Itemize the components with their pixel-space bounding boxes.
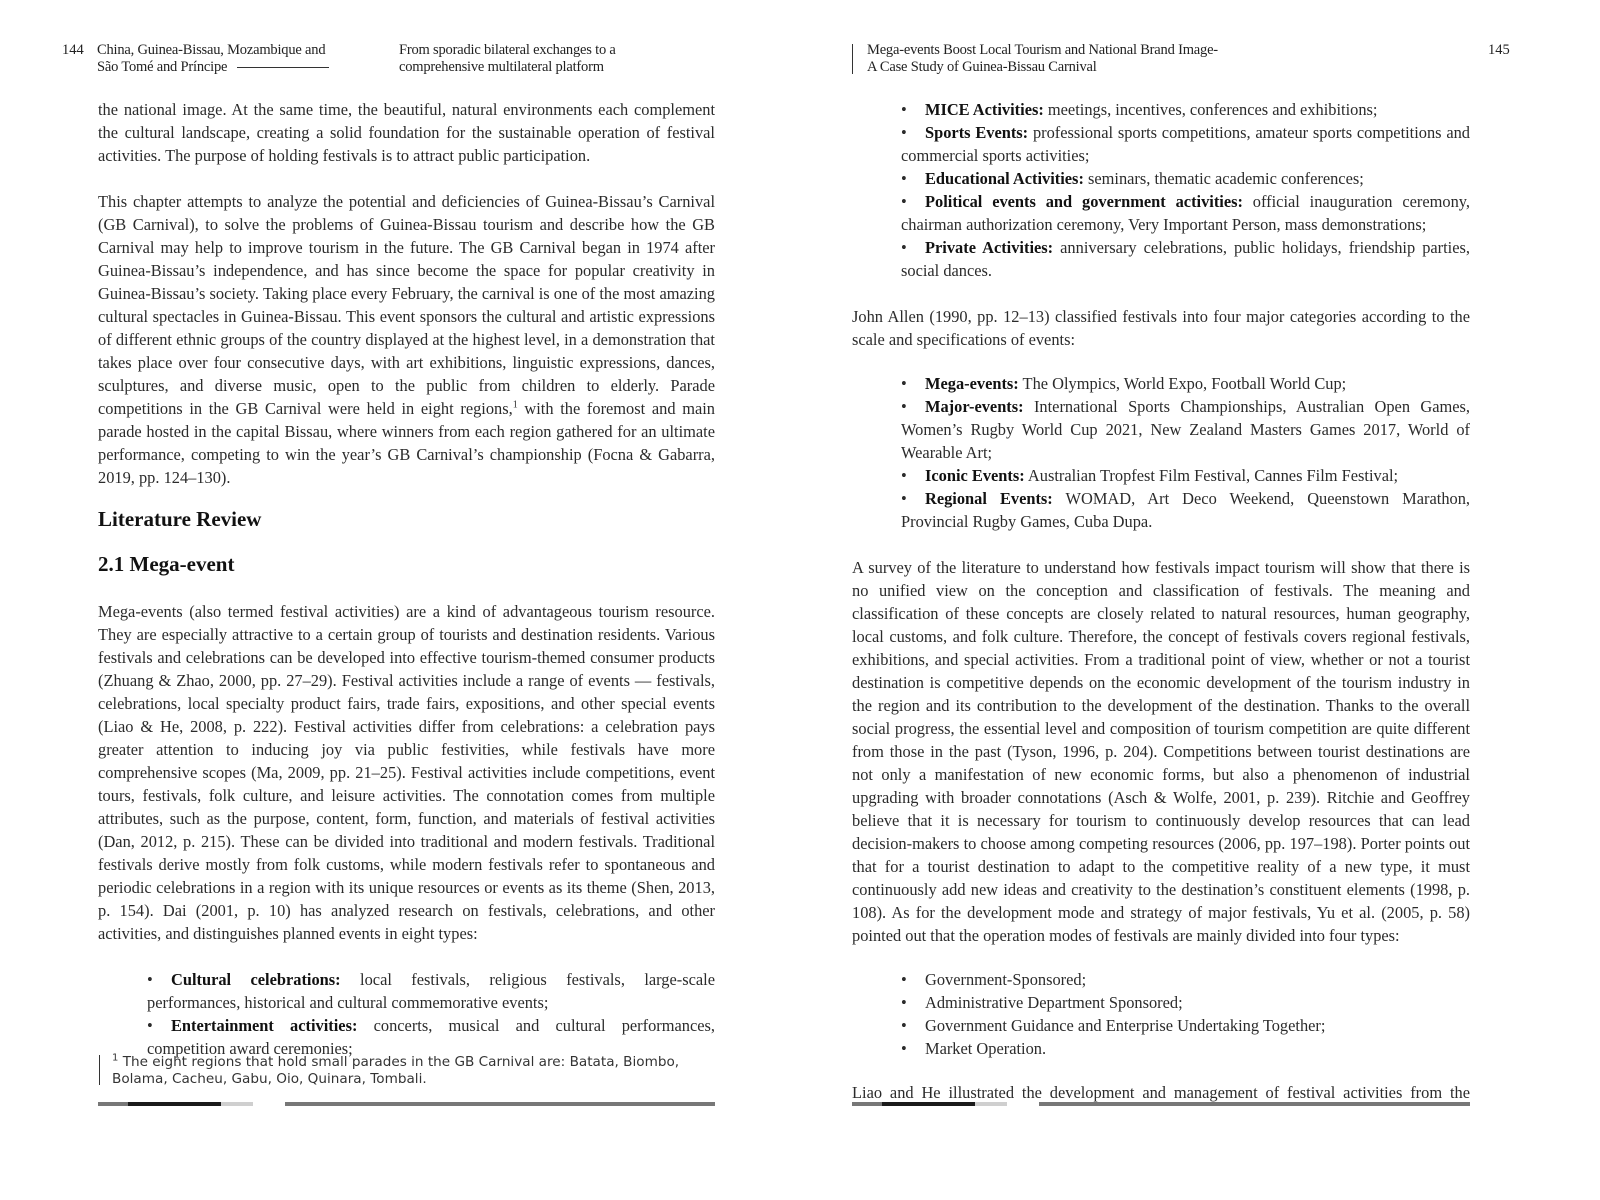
running-head-book-title <box>97 42 329 76</box>
list-text: Government Guidance and Enterprise Undertaking Together; <box>925 1016 1326 1035</box>
paragraph: John Allen (1990, pp. 12–13) classified festivals into four major categories according to the scale and specifications of events: <box>852 307 1470 349</box>
list-term: Private Activities: <box>925 238 1054 257</box>
list-term: Political events and government activities: <box>925 192 1243 211</box>
running-head-part-title <box>399 42 616 76</box>
list-term: Cultural celebrations: <box>171 970 341 989</box>
bullet-icon: • <box>901 466 907 485</box>
list-item <box>901 1014 1470 1037</box>
list-term: Educational Activities: <box>925 169 1084 188</box>
list-term: Entertainment activities: <box>171 1016 358 1035</box>
list-item <box>901 395 1470 464</box>
list-item <box>901 991 1470 1014</box>
bullet-icon: • <box>901 374 907 393</box>
bullet-icon: • <box>147 970 153 989</box>
bullet-icon: • <box>901 970 907 989</box>
running-head-line: São Tomé and Príncipe <box>97 59 228 75</box>
list-term: Major-events: <box>925 397 1024 416</box>
list-item <box>901 236 1470 282</box>
bullet-icon: • <box>901 993 907 1012</box>
list-text: Australian Tropfest Film Festival, Cannes Film Festival; <box>1024 466 1399 485</box>
paragraph: A survey of the literature to understand how festivals impact tourism will show that there is no unified view on the conception and classification of festivals. The meaning and classification of these concepts are closely related to natural resources, human geography, local customs, and folk culture. Therefore, the concept of festivals covers regional festivals, exhibitions, and special activities. From a traditional point of view, whether or not a tourist destination is competitive depends on the economic development of the tourism industry in the region and its contribution to the development of the destination. Thanks to the overall social progress, the essential level and composition of tourism competition are quite different from those in the past (Tyson, 1996, p. 204). Competitions between tourist destinations are not only a manifestation of new economic forms, but also a phenomenon of industrial upgrading with broader connotations (Asch & Wolfe, 2001, p. 239). Ritchie and Geoffrey believe that it is necessary for tourism to continuously develop resources that can lead decision-makers to choose among competing resources (2006, pp. 197–198). Porter points out that for a tourist destination to adapt to the competitive reality of a new type, it must continuously add new ideas and creativity to the destination’s constituent elements (1998, p. 108). As for the development mode and strategy of major festivals, Yu et al. (2005, p. 58) pointed out that the operation modes of festivals are mainly divided into four types: <box>852 558 1470 945</box>
allen-category-list <box>901 372 1470 533</box>
paragraph: Mega-events (also termed festival activities) are a kind of advantageous tourism resource. They are especially attractive to a certain group of tourists and destination residents. Various festivals and celebrations can be developed into effective tourism-themed consumer products (Zhuang & Zhao, 2000, pp. 27–29). Festival activities include a range of events — festivals, celebrations, local specialty product fairs, trade fairs, expositions, and other special events (Liao & He, 2008, p. 222). Festival activities differ from celebrations: a celebration pays greater attention to inducing joy via public festivities, while festivals have more comprehensive scopes (Ma, 2009, pp. 21–25). Festival activities include competitions, event tours, festivals, folk culture, and leisure activities. The connotation comes from multiple attributes, such as the purpose, content, form, function, and materials of festival activities (Dan, 2012, p. 215). These can be divided into traditional and modern festivals. Traditional festivals derive mostly from folk customs, while modern festivals refer to spontaneous and periodic celebrations in a region with its unique resources or events as its theme (Shen, 2013, p. 154). Dai (2001, p. 10) has analyzed research on festivals, celebrations, and other activities, and distinguishes planned events in eight types: <box>98 602 715 943</box>
paragraph-text: This chapter attempts to analyze the potential and deficiencies of Guinea-Bissau’s Carnival (GB Carnival), to solve the problems of Guinea-Bissau tourism and describe how the GB Carnival may help to improve tourism in the future. The GB Carnival began in 1974 after Guinea-Bissau’s independence, and has since become the space for popular creativity in Guinea-Bissau’s society. Taking place every February, the carnival is one of the most amazing cultural spectacles in Guinea-Bissau. This event sponsors the cultural and artistic expressions of different ethnic groups of the country displayed at the highest level, in a demonstration that takes place over four consecutive days, with art exhibitions, linguistic expressions, dances, sculptures, and diverse music, open to the public from children to elderly. Parade competitions in the GB Carnival were held in eight regions, <box>98 192 715 418</box>
list-text: International Sports Championships, Australian Open Games, Women’s Rugby World Cup 2021, New Zealand Masters Games 2017, World of Wearable Art; <box>901 397 1470 462</box>
list-term: Mega-events: <box>925 374 1019 393</box>
bullet-icon: • <box>901 100 907 119</box>
event-type-list <box>147 968 715 1060</box>
list-term: Sports Events: <box>925 123 1029 142</box>
page-number: 145 <box>1488 42 1510 58</box>
running-head-chapter-title <box>867 42 1218 76</box>
paragraph: Liao and He illustrated the development and management of festival activities from the <box>852 1083 1470 1102</box>
list-text: official inauguration ceremony, chairman authorization ceremony, Very Important Person, mass demonstrations; <box>901 192 1470 234</box>
bullet-icon: • <box>901 1016 907 1035</box>
list-term: Regional Events: <box>925 489 1053 508</box>
list-text: seminars, thematic academic conferences; <box>1083 169 1364 188</box>
bullet-icon: • <box>901 397 907 416</box>
list-term: MICE Activities: <box>925 100 1044 119</box>
running-head-line: China, Guinea-Bissau, Mozambique and <box>97 42 326 58</box>
paragraph <box>98 190 715 489</box>
footnote-mark: 1 <box>112 1052 119 1064</box>
list-text: professional sports competitions, amateur sports competitions and commercial sports activities; <box>901 123 1471 165</box>
footnote-rule <box>99 1055 100 1085</box>
left-body <box>98 98 715 1060</box>
list-text: concerts, musical and cultural performances, competition award ceremonies; <box>147 1016 715 1058</box>
bullet-icon: • <box>901 192 907 211</box>
paragraph-text: with the foremost and main parade hosted in the capital Bissau, where winners from each region gathered for an ultimate performance, competing to win the year’s GB Carnival’s championship (Focna & Gabarra, 2019, pp. 124–130). <box>98 399 715 487</box>
section-heading: Literature Review <box>98 507 262 531</box>
footer-bar-mid <box>852 1102 882 1106</box>
subsection-heading: 2.1 Mega-event <box>98 552 235 576</box>
footer-bar-long <box>1039 1102 1470 1106</box>
right-body <box>852 98 1470 1104</box>
bullet-icon: • <box>901 238 907 257</box>
event-type-list <box>901 98 1470 282</box>
list-text: Government-Sponsored; <box>925 970 1087 989</box>
running-head-line: comprehensive multilateral platform <box>399 59 604 75</box>
list-text: Market Operation. <box>925 1039 1047 1058</box>
list-text: local festivals, religious festivals, large-scale performances, historical and cultural commemorative events; <box>147 970 715 1012</box>
list-item <box>901 190 1470 236</box>
bullet-icon: • <box>901 169 907 188</box>
footer-bar-long <box>285 1102 715 1106</box>
bullet-icon: • <box>901 489 907 508</box>
list-item <box>901 487 1470 533</box>
list-term: Iconic Events: <box>925 466 1025 485</box>
list-item <box>901 121 1470 167</box>
list-item <box>901 464 1470 487</box>
operation-mode-list <box>901 968 1470 1060</box>
list-text: WOMAD, Art Deco Weekend, Queenstown Marathon, Provincial Rugby Games, Cuba Dupa. <box>901 489 1470 531</box>
list-item <box>901 98 1470 121</box>
list-item <box>901 372 1470 395</box>
footnote <box>112 1054 712 1088</box>
running-head-line: A Case Study of Guinea-Bissau Carnival <box>867 59 1097 75</box>
list-item <box>901 1037 1470 1060</box>
footer-bar-mid <box>98 1102 128 1106</box>
right-page <box>800 0 1600 1200</box>
running-head-line: From sporadic bilateral exchanges to a <box>399 42 616 58</box>
bullet-icon: • <box>901 1039 907 1058</box>
running-head-rule <box>237 67 329 68</box>
list-item <box>901 968 1470 991</box>
bullet-icon: • <box>147 1016 153 1035</box>
list-text: The Olympics, World Expo, Football World Cup; <box>1018 374 1347 393</box>
page-number: 144 <box>62 42 84 58</box>
footnote-text: The eight regions that hold small parades in the GB Carnival are: Batata, Biombo, Bolama, Cacheu, Gabu, Oio, Quinara, Tombali. <box>112 1054 680 1087</box>
list-text: anniversary celebrations, public holidays, friendship parties, social dances. <box>901 238 1470 280</box>
running-head-rule <box>852 44 853 74</box>
list-text: meetings, incentives, conferences and exhibitions; <box>1043 100 1378 119</box>
list-item <box>901 167 1470 190</box>
list-item <box>147 968 715 1014</box>
running-head-line: Mega-events Boost Local Tourism and National Brand Image- <box>867 42 1218 58</box>
footnote-ref[interactable]: 1 <box>512 399 518 411</box>
paragraph: the national image. At the same time, the beautiful, natural environments each complement the cultural landscape, creating a solid foundation for the sustainable operation of festival activities. The purpose of holding festivals is to attract public participation. <box>98 100 715 165</box>
bullet-icon: • <box>901 123 907 142</box>
list-text: Administrative Department Sponsored; <box>925 993 1183 1012</box>
